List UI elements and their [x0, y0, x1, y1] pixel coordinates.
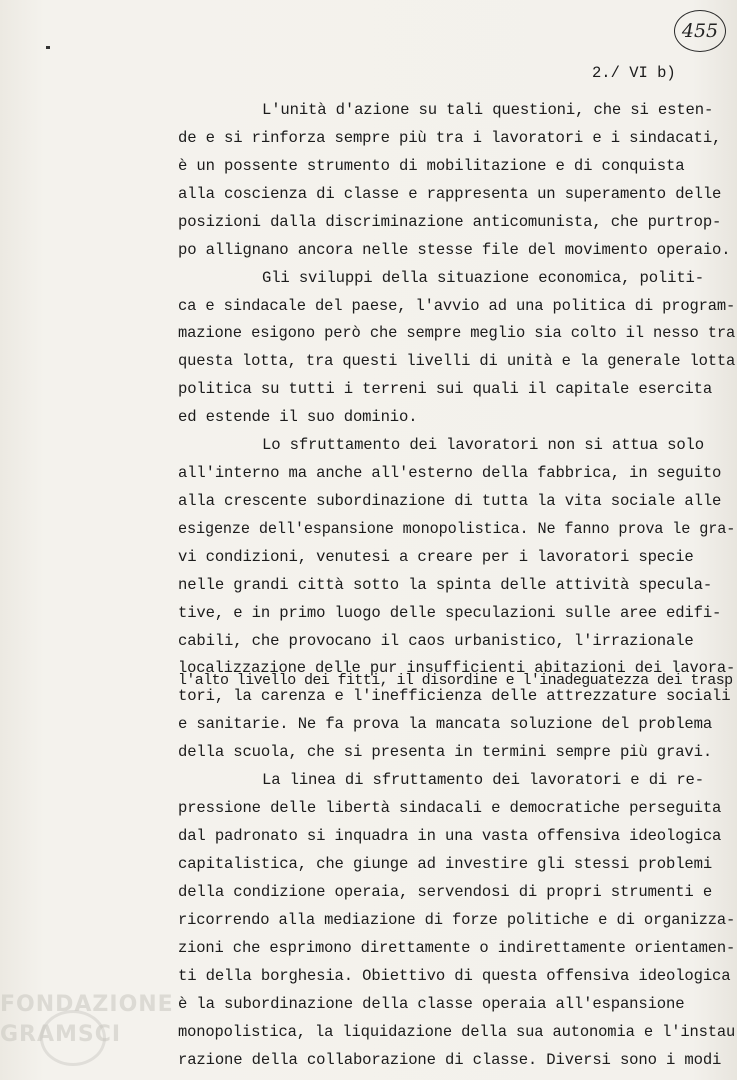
text-line: è un possente strumento di mobilitazione e di conquista — [178, 157, 685, 175]
text-line: Gli sviluppi della situazione economica, politi- — [262, 269, 704, 287]
text-line-overtyped: l'alto livello dei fitti, il disordine e l'inadeguatezza dei trasp — [178, 672, 733, 689]
text-line: ed estende il suo dominio. — [178, 408, 418, 426]
section-header: 2./ VI b) — [592, 64, 676, 82]
text-line: L'unità d'azione su tali questioni, che si esten- — [262, 101, 714, 119]
text-line: Lo sfruttamento dei lavoratori non si attua solo — [262, 436, 704, 454]
text-line: è la subordinazione della classe operaia all'espansione — [178, 995, 685, 1013]
text-line: razione della collaborazione di classe. Diversi sono i modi — [178, 1051, 722, 1069]
text-line: tori, la carenza e l'inefficienza delle attrezzature sociali — [178, 687, 731, 705]
text-line: ricorrendo alla mediazione di forze politiche e di organizza- — [178, 911, 736, 929]
text-line: della condizione operaia, servendosi di propri strumenti e — [178, 883, 713, 901]
ink-mark — [46, 46, 50, 49]
text-line: dal padronato si inquadra in una vasta offensiva ideologica — [178, 827, 722, 845]
watermark-text: FONDAZIONE GRAMSCI — [0, 992, 174, 1047]
watermark-circle — [40, 1010, 106, 1066]
archive-watermark — [0, 990, 210, 1060]
text-line: all'interno ma anche all'esterno della fabbrica, in seguito — [178, 464, 722, 482]
text-line: posizioni dalla discriminazione anticomunista, che purtrop- — [178, 213, 722, 231]
text-line: cabili, che provocano il caos urbanistico, l'irrazionale — [178, 632, 694, 650]
text-line: ca e sindacale del paese, l'avvio ad una politica di program- — [178, 297, 736, 315]
text-line: politica su tutti i terreni sui quali il capitale esercita — [178, 380, 713, 398]
text-line: de e si rinforza sempre più tra i lavoratori e i sindacati, — [178, 129, 722, 147]
text-line: della scuola, che si presenta in termini sempre più gravi. — [178, 743, 713, 761]
text-line: ti della borghesia. Obiettivo di questa offensiva ideologica — [178, 967, 731, 985]
text-line: e sanitarie. Ne fa prova la mancata soluzione del problema — [178, 715, 713, 733]
text-line: La linea di sfruttamento dei lavoratori e di re- — [262, 771, 704, 789]
text-line: pressione delle libertà sindacali e democratiche perseguita — [178, 799, 722, 817]
text-line: tive, e in primo luogo delle speculazioni sulle aree edifi- — [178, 604, 722, 622]
text-line: monopolistica, la liquidazione della sua autonomia e l'instau — [178, 1023, 736, 1041]
text-line: vi condizioni, venutesi a creare per i lavoratori specie — [178, 548, 694, 566]
text-line: alla coscienza di classe e rappresenta un superamento delle — [178, 185, 722, 203]
text-line: zioni che esprimono direttamente o indirettamente orientamen- — [178, 939, 736, 957]
text-line: questa lotta, tra questi livelli di unità e la generale lotta — [178, 352, 736, 370]
text-line: mazione esigono però che sempre meglio sia colto il nesso tra — [178, 324, 736, 342]
text-line: capitalistica, che giunge ad investire gli stessi problemi — [178, 855, 713, 873]
text-line: nelle grandi città sotto la spinta delle attività specula- — [178, 576, 713, 594]
text-line: localizzazione delle pur insufficienti abitazioni dei lavora- — [178, 659, 736, 677]
page-number-stamp: 455 — [674, 10, 726, 52]
text-line: po allignano ancora nelle stesse file del movimento operaio. — [178, 241, 731, 259]
text-line: esigenze dell'espansione monopolistica. Ne fanno prova le gra- — [178, 520, 736, 538]
text-line: alla crescente subordinazione di tutta la vita sociale alle — [178, 492, 722, 510]
